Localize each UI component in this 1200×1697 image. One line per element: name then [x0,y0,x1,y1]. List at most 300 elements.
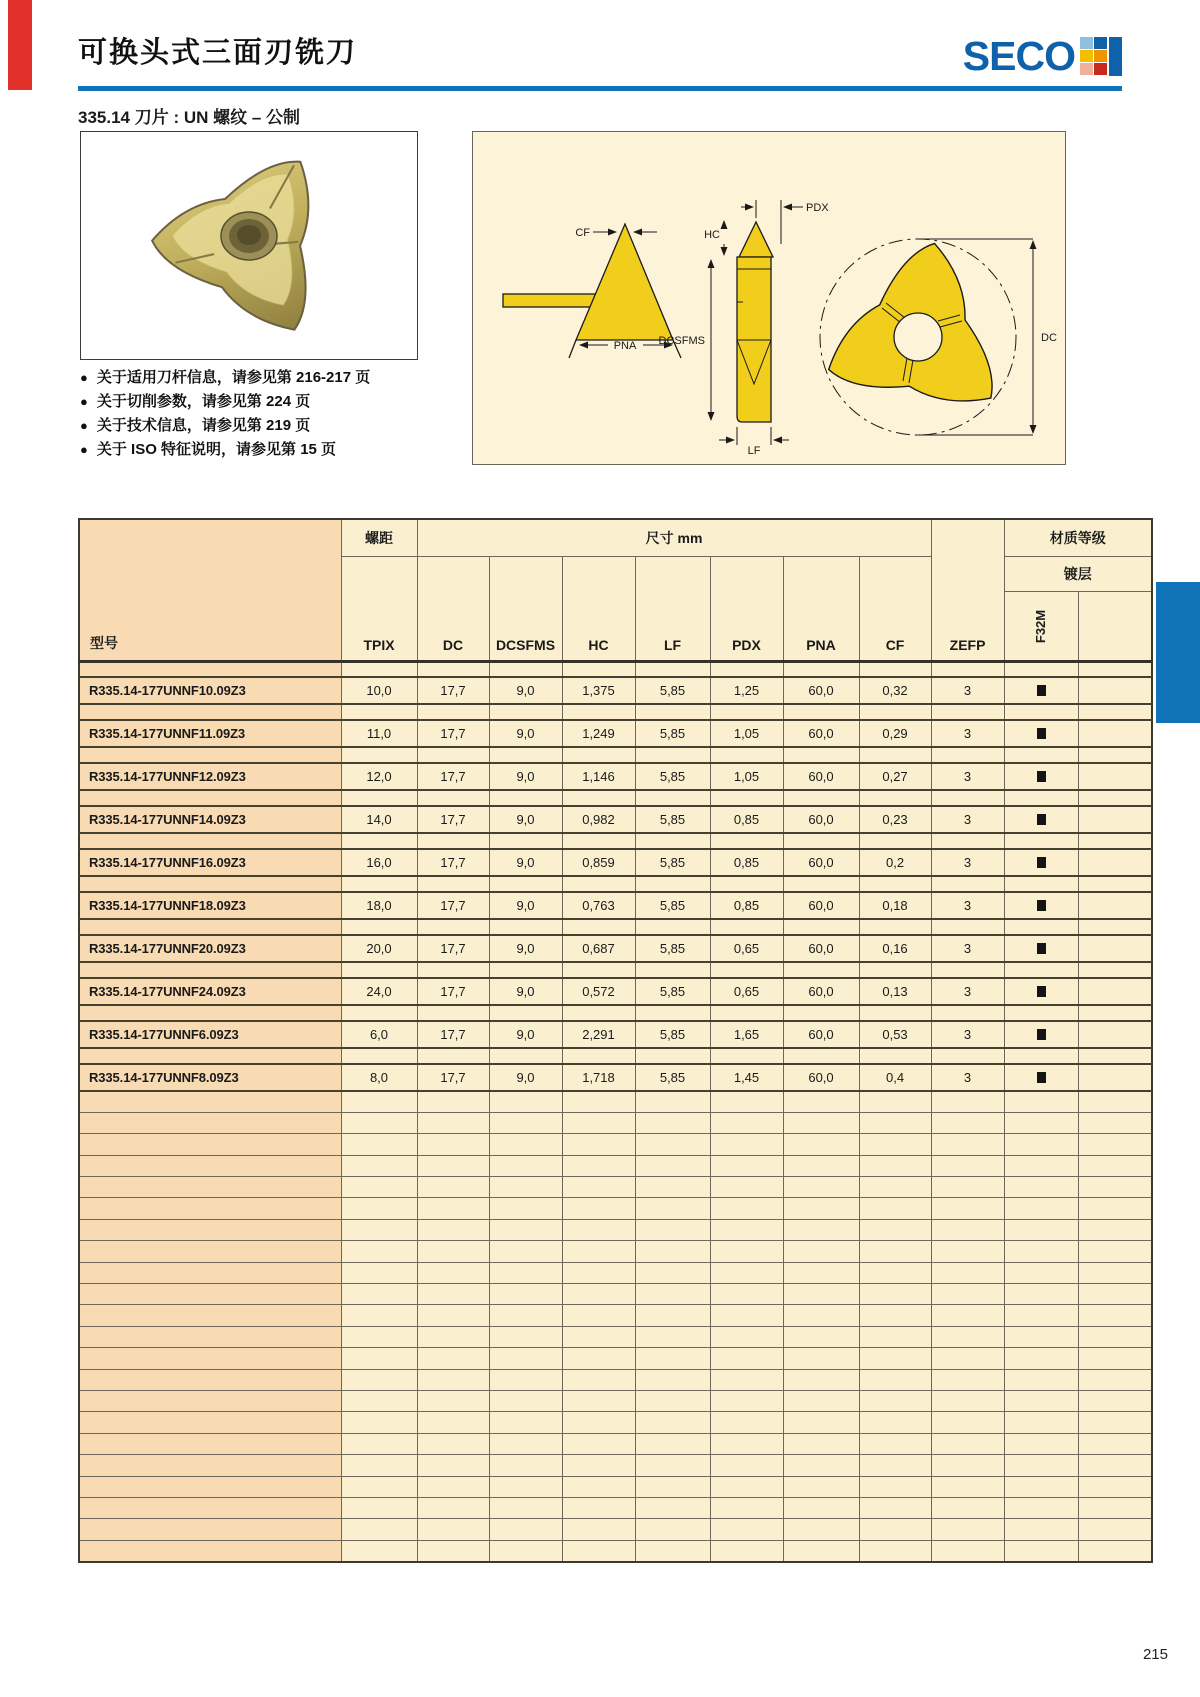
value-cell: 0,32 [859,677,931,704]
empty-cell [1078,1134,1152,1155]
row-spacer [79,661,1152,677]
empty-cell [783,1412,859,1433]
empty-cell [783,1455,859,1476]
value-cell: 2,291 [562,1021,635,1048]
spacer-cell [1004,661,1078,677]
value-cell: 18,0 [341,892,417,919]
spacer-cell [635,962,710,978]
value-cell: 6,0 [341,1021,417,1048]
empty-cell [635,1326,710,1347]
grade-marker-cell [1004,978,1078,1005]
empty-cell [1078,892,1152,919]
value-cell: 17,7 [417,935,489,962]
empty-cell [783,1134,859,1155]
spacer-cell [859,1005,931,1021]
grade-marker-cell [1004,763,1078,790]
empty-cell [859,1390,931,1411]
empty-cell [783,1241,859,1262]
empty-cell [417,1091,489,1112]
empty-cell [859,1219,931,1240]
value-cell: 11,0 [341,720,417,747]
note-line [80,414,370,438]
empty-cell [635,1091,710,1112]
empty-cell [562,1134,635,1155]
spacer-cell [489,1048,562,1064]
empty-cell [489,1519,562,1540]
spacer-cell [341,661,417,677]
spacer-cell [931,833,1004,849]
spacer-cell [1078,747,1152,763]
row-empty [79,1177,1152,1198]
dim-label-hc: HC [704,229,720,241]
empty-cell [1078,1497,1152,1518]
spacer-cell [1078,790,1152,806]
dim-label-pna: PNA [613,340,637,352]
spacer-cell [710,661,783,677]
empty-cell [710,1348,783,1369]
empty-cell [417,1284,489,1305]
empty-cell [710,1091,783,1112]
empty-cell [1004,1369,1078,1390]
empty-cell [1078,1390,1152,1411]
value-cell: 5,85 [635,720,710,747]
empty-cell [79,1540,341,1561]
grade-marker-icon [1037,943,1046,954]
spacer-cell [341,919,417,935]
empty-cell [783,1305,859,1326]
value-cell: 0,65 [710,978,783,1005]
spacer-cell [489,876,562,892]
row-spacer [79,1048,1152,1064]
empty-cell [417,1369,489,1390]
spacer-cell [562,833,635,849]
value-cell: 9,0 [489,978,562,1005]
spacer-cell [931,876,1004,892]
empty-cell [341,1262,417,1283]
model-cell: R335.14-177UNNF18.09Z3 [79,892,341,919]
value-cell: 60,0 [783,849,859,876]
empty-cell [710,1305,783,1326]
value-cell: 3 [931,1021,1004,1048]
empty-cell [931,1348,1004,1369]
table-row [79,677,1152,704]
page-title: 可换头式三面刃铣刀 [78,37,358,69]
value-cell: 8,0 [341,1064,417,1091]
table-row [79,1064,1152,1091]
value-cell: 24,0 [341,978,417,1005]
empty-cell [635,1497,710,1518]
table-row [79,720,1152,747]
empty-cell [1004,1198,1078,1219]
empty-cell [859,1262,931,1283]
empty-cell [1078,1177,1152,1198]
value-cell: 5,85 [635,892,710,919]
table-row [79,806,1152,833]
spacer-cell [635,833,710,849]
grade-marker-cell [1004,935,1078,962]
empty-cell [489,1497,562,1518]
spacer-cell [635,1048,710,1064]
value-cell: 9,0 [489,677,562,704]
empty-cell [1004,1284,1078,1305]
value-cell: 3 [931,806,1004,833]
spacer-cell [79,790,341,806]
empty-cell [489,1284,562,1305]
value-cell: 17,7 [417,978,489,1005]
spacer-cell [417,704,489,720]
dimension-diagram [472,131,1066,465]
empty-cell [710,1219,783,1240]
empty-cell [1078,1540,1152,1561]
column-header-pdx: PDX [710,556,783,661]
empty-cell [341,1326,417,1347]
value-cell: 9,0 [489,849,562,876]
empty-cell [931,1091,1004,1112]
empty-cell [635,1305,710,1326]
empty-cell [931,1262,1004,1283]
empty-cell [710,1390,783,1411]
empty-cell [1004,1262,1078,1283]
spacer-cell [783,704,859,720]
empty-cell [859,1241,931,1262]
value-cell: 0,18 [859,892,931,919]
product-table [78,518,1153,1563]
empty-cell [341,1305,417,1326]
empty-cell [931,1412,1004,1433]
spacer-cell [783,747,859,763]
value-cell: 17,7 [417,1021,489,1048]
spacer-cell [79,661,341,677]
empty-cell [635,1519,710,1540]
spacer-cell [635,747,710,763]
table-row [79,1021,1152,1048]
empty-cell [562,1284,635,1305]
spacer-cell [783,661,859,677]
row-empty [79,1284,1152,1305]
note-text: 关于 ISO 特征说明，请参见第 15 页 [96,441,337,458]
empty-cell [710,1262,783,1283]
spacer-cell [417,1048,489,1064]
row-empty [79,1519,1152,1540]
empty-cell [341,1348,417,1369]
empty-cell [931,1390,1004,1411]
empty-cell [562,1112,635,1133]
empty-cell [1004,1476,1078,1497]
row-spacer [79,962,1152,978]
empty-cell [710,1198,783,1219]
insert-photo [80,131,418,360]
empty-cell [859,1369,931,1390]
value-cell: 9,0 [489,892,562,919]
empty-cell [79,1390,341,1411]
spacer-cell [859,1048,931,1064]
spacer-cell [783,1005,859,1021]
value-cell: 9,0 [489,1064,562,1091]
empty-cell [710,1433,783,1454]
coating-group-header: 镀层 [1004,556,1152,591]
empty-cell [710,1455,783,1476]
value-cell: 0,16 [859,935,931,962]
grade-marker-icon [1037,1072,1046,1083]
empty-cell [341,1112,417,1133]
empty-cell [931,1219,1004,1240]
spacer-cell [489,790,562,806]
value-cell: 60,0 [783,806,859,833]
empty-cell [417,1177,489,1198]
empty-cell [341,1198,417,1219]
empty-cell [1078,1198,1152,1219]
value-cell: 3 [931,1064,1004,1091]
empty-cell [859,1284,931,1305]
empty-cell [635,1112,710,1133]
empty-cell [1078,1369,1152,1390]
grade-marker-icon [1037,900,1046,911]
empty-cell [1078,1155,1152,1176]
bullet-icon: ● [80,394,88,409]
spacer-cell [341,876,417,892]
value-cell: 0,29 [859,720,931,747]
empty-cell [710,1497,783,1518]
row-empty [79,1262,1152,1283]
empty-cell [635,1348,710,1369]
empty-cell [859,1412,931,1433]
empty-cell [79,1305,341,1326]
bullet-icon: ● [80,370,88,385]
empty-cell [489,1241,562,1262]
empty-cell [1078,1262,1152,1283]
value-cell: 1,25 [710,677,783,704]
spacer-cell [859,876,931,892]
empty-cell [1078,849,1152,876]
empty-cell [341,1134,417,1155]
value-cell: 17,7 [417,1064,489,1091]
empty-cell [1004,1112,1078,1133]
empty-cell [1078,1348,1152,1369]
empty-cell [931,1326,1004,1347]
value-cell: 5,85 [635,1064,710,1091]
spacer-cell [417,661,489,677]
row-empty [79,1198,1152,1219]
empty-cell [1004,1091,1078,1112]
empty-cell [931,1305,1004,1326]
spacer-cell [1078,704,1152,720]
empty-cell [635,1177,710,1198]
row-spacer [79,919,1152,935]
empty-cell [341,1412,417,1433]
empty-cell [489,1091,562,1112]
value-cell: 1,65 [710,1021,783,1048]
spacer-cell [1078,962,1152,978]
spacer-cell [783,833,859,849]
spacer-cell [710,704,783,720]
empty-cell [341,1519,417,1540]
value-cell: 3 [931,892,1004,919]
spacer-cell [710,1048,783,1064]
bullet-icon: ● [80,418,88,433]
row-empty [79,1091,1152,1112]
empty-cell [489,1219,562,1240]
spacer-cell [562,876,635,892]
value-cell: 60,0 [783,720,859,747]
empty-cell [562,1519,635,1540]
empty-cell [1004,1497,1078,1518]
empty-cell [79,1369,341,1390]
empty-cell [79,1112,341,1133]
value-cell: 17,7 [417,806,489,833]
note-text: 关于技术信息，请参见第 219 页 [96,417,311,434]
empty-cell [341,1369,417,1390]
empty-cell [79,1241,341,1262]
empty-cell [710,1134,783,1155]
grade-marker-cell [1004,1064,1078,1091]
value-cell: 1,05 [710,720,783,747]
empty-cell [562,1540,635,1561]
empty-cell [341,1455,417,1476]
empty-cell [783,1476,859,1497]
empty-cell [710,1412,783,1433]
empty-cell [1078,1219,1152,1240]
model-cell: R335.14-177UNNF24.09Z3 [79,978,341,1005]
row-spacer [79,876,1152,892]
page-edge-red-tab [8,0,32,90]
empty-cell [710,1112,783,1133]
spacer-cell [931,747,1004,763]
empty-cell [710,1326,783,1347]
value-cell: 0,85 [710,849,783,876]
dim-label-dcsfms: DCSFMS [658,335,705,347]
spacer-cell [489,833,562,849]
empty-cell [562,1412,635,1433]
empty-cell [417,1390,489,1411]
value-cell: 5,85 [635,763,710,790]
empty-cell [1078,1284,1152,1305]
empty-cell [417,1455,489,1476]
column-header-zefp: ZEFP [931,519,1004,661]
spacer-cell [859,790,931,806]
empty-cell [1004,1455,1078,1476]
empty-cell [931,1476,1004,1497]
spacer-cell [931,1048,1004,1064]
empty-cell [1078,1519,1152,1540]
empty-cell [562,1433,635,1454]
empty-cell [341,1497,417,1518]
empty-cell [79,1262,341,1283]
empty-cell [79,1091,341,1112]
spacer-cell [79,962,341,978]
value-cell: 3 [931,935,1004,962]
spacer-cell [635,661,710,677]
spacer-cell [79,833,341,849]
empty-cell [417,1326,489,1347]
empty-cell [1004,1134,1078,1155]
spacer-cell [710,790,783,806]
empty-cell [1078,1091,1152,1112]
value-cell: 0,763 [562,892,635,919]
value-cell: 1,249 [562,720,635,747]
empty-cell [931,1155,1004,1176]
spacer-cell [931,790,1004,806]
empty-cell [635,1284,710,1305]
spacer-cell [341,962,417,978]
empty-cell [417,1433,489,1454]
spacer-cell [1004,919,1078,935]
empty-cell [1004,1305,1078,1326]
empty-cell [710,1540,783,1561]
empty-cell [859,1540,931,1561]
value-cell: 3 [931,763,1004,790]
empty-cell [417,1198,489,1219]
value-cell: 0,982 [562,806,635,833]
value-cell: 1,05 [710,763,783,790]
spacer-cell [562,962,635,978]
grade-marker-icon [1037,728,1046,739]
value-cell: 0,53 [859,1021,931,1048]
empty-cell [783,1198,859,1219]
spacer-cell [341,1005,417,1021]
row-empty [79,1476,1152,1497]
spacer-cell [341,1048,417,1064]
spacer-cell [1004,747,1078,763]
dimensions-group-header: 尺寸 mm [417,519,931,556]
empty-cell [931,1198,1004,1219]
empty-cell [1004,1433,1078,1454]
spacer-cell [783,790,859,806]
empty-cell [635,1540,710,1561]
spacer-cell [1004,1005,1078,1021]
grade-marker-icon [1037,685,1046,696]
empty-cell [417,1412,489,1433]
value-cell: 5,85 [635,978,710,1005]
empty-cell [489,1262,562,1283]
model-cell: R335.14-177UNNF10.09Z3 [79,677,341,704]
page-number: 215 [1142,1646,1168,1663]
empty-cell [417,1241,489,1262]
spacer-cell [635,1005,710,1021]
spacer-cell [859,962,931,978]
empty-cell [1078,978,1152,1005]
note-line [80,438,370,462]
spacer-cell [783,1048,859,1064]
spacer-cell [341,747,417,763]
empty-cell [79,1519,341,1540]
empty-cell [1078,1455,1152,1476]
grade-marker-icon [1037,857,1046,868]
empty-cell [417,1476,489,1497]
empty-cell [783,1433,859,1454]
empty-cell [1004,1326,1078,1347]
empty-cell [341,1155,417,1176]
empty-cell [1078,1476,1152,1497]
spacer-cell [1004,876,1078,892]
empty-cell [341,1540,417,1561]
spacer-cell [1004,1048,1078,1064]
empty-cell [417,1155,489,1176]
empty-cell [417,1497,489,1518]
empty-cell [1004,1412,1078,1433]
dim-label-lf: LF [747,445,761,457]
row-spacer [79,833,1152,849]
spacer-cell [1004,962,1078,978]
row-spacer [79,1005,1152,1021]
empty-cell [859,1155,931,1176]
value-cell: 0,85 [710,892,783,919]
empty-cell [1004,1241,1078,1262]
spacer-cell [489,962,562,978]
empty-cell [79,1198,341,1219]
empty-cell [859,1112,931,1133]
empty-cell [635,1219,710,1240]
empty-cell [341,1177,417,1198]
